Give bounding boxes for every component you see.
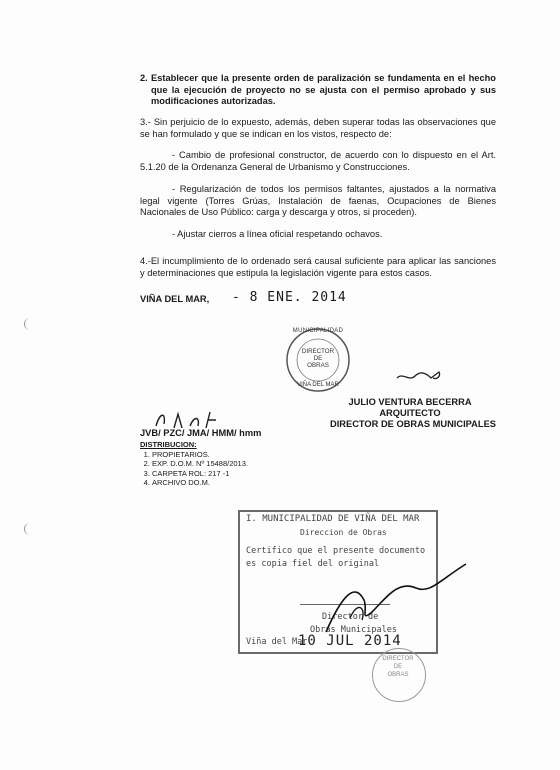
signatory-name: JULIO VENTURA BECERRA (348, 397, 472, 407)
issue-date-stamp: - 8 ENE. 2014 (232, 290, 347, 305)
copy-stamp-subheader: Direccion de Obras (300, 528, 387, 537)
seal-line-1: DIRECTOR (301, 348, 335, 355)
item-2-text: Establecer que la presente orden de paralización se fundamenta en el hecho que la ejecución de proyecto no se ajusta con el permiso aprobado y sus modificaciones autorizadas. (151, 73, 496, 106)
item-3-bullet-3: - Ajustar cierros a línea oficial respetando ochavos. (172, 229, 383, 239)
distribution-item: 3. CARPETA ROL: 217 -1 (152, 469, 310, 479)
item-3-intro: 3.- Sin perjuicio de lo expuesto, además, deben superar todas las observaciones que se han formulado y que se indican en los vistos, respecto de: (140, 117, 496, 139)
seal-line-2: DE (313, 355, 323, 362)
copy-stamp-certify-line-1: Certifico que el presente documento (246, 546, 426, 556)
signatory-position: DIRECTOR DE OBRAS MUNICIPALES (330, 419, 496, 429)
copy-stamp-signature-icon (320, 560, 470, 640)
distribution-item: 4. ARCHIVO DO.M. (152, 478, 310, 488)
copy-stamp-signer-line-2: Obras Municipales (310, 625, 397, 635)
seal-ring-bottom-text: VIÑA DEL MAR (297, 382, 339, 388)
initials-line: JVB/ PZC/ JMA/ HMM/ hmm (140, 428, 262, 438)
item-3-bullet-1: - Cambio de profesional constructor, de acuerdo con lo dispuesto en el Art. 5.1.20 de la Ordenanza General de Urbanismo y Construcciones. (140, 150, 496, 172)
distribution-block (140, 440, 310, 488)
punch-hole-mark (24, 523, 33, 535)
copy-stamp-place: Viña del Mar (246, 637, 308, 647)
punch-hole-mark (24, 318, 33, 330)
item-3-bullet-2: - Regularización de todos los permisos faltantes, ajustados a la normativa legal vigente (Torres Grúas, Instalación de faenas, Ocupaciones de Bienes Nacionales de Uso Público: carga y descarga y otros, si proceden). (140, 184, 496, 217)
seal-line-3: OBRAS (307, 362, 329, 369)
distribution-item: 1. PROPIETARIOS. (152, 450, 310, 460)
director-round-seal (284, 326, 352, 394)
seal-ring-top-text: MUNICIPALIDAD (292, 328, 344, 334)
small-stamp-bottom: OBRAS (387, 672, 409, 678)
item-4-text: 4.-El incumplimiento de lo ordenado será causal suficiente para aplicar las sanciones y determinaciones que estipula la legislación vigente para estos casos. (140, 256, 496, 278)
place-label: VIÑA DEL MAR, (140, 294, 210, 304)
copy-stamp-date: 10 JUL 2014 (298, 633, 402, 649)
item-2-number: 2. (140, 73, 148, 83)
copy-stamp-header: I. MUNICIPALIDAD DE VIÑA DEL MAR (246, 514, 420, 524)
distribution-list (140, 450, 310, 488)
distribution-item: 2. EXP. D.O.M. Nº 15488/2013. (152, 459, 310, 469)
director-signature-icon (395, 366, 445, 386)
distribution-heading: DISTRIBUCION: (140, 440, 197, 449)
small-stamp-mid: DE (393, 664, 403, 670)
signatory-title: ARQUITECTO (379, 408, 441, 418)
small-stamp-top: DIRECTOR (382, 656, 414, 662)
copy-stamp-signer-line-1: Director de (322, 612, 379, 622)
copy-stamp-certify-line-2: es copia fiel del original (246, 559, 380, 569)
